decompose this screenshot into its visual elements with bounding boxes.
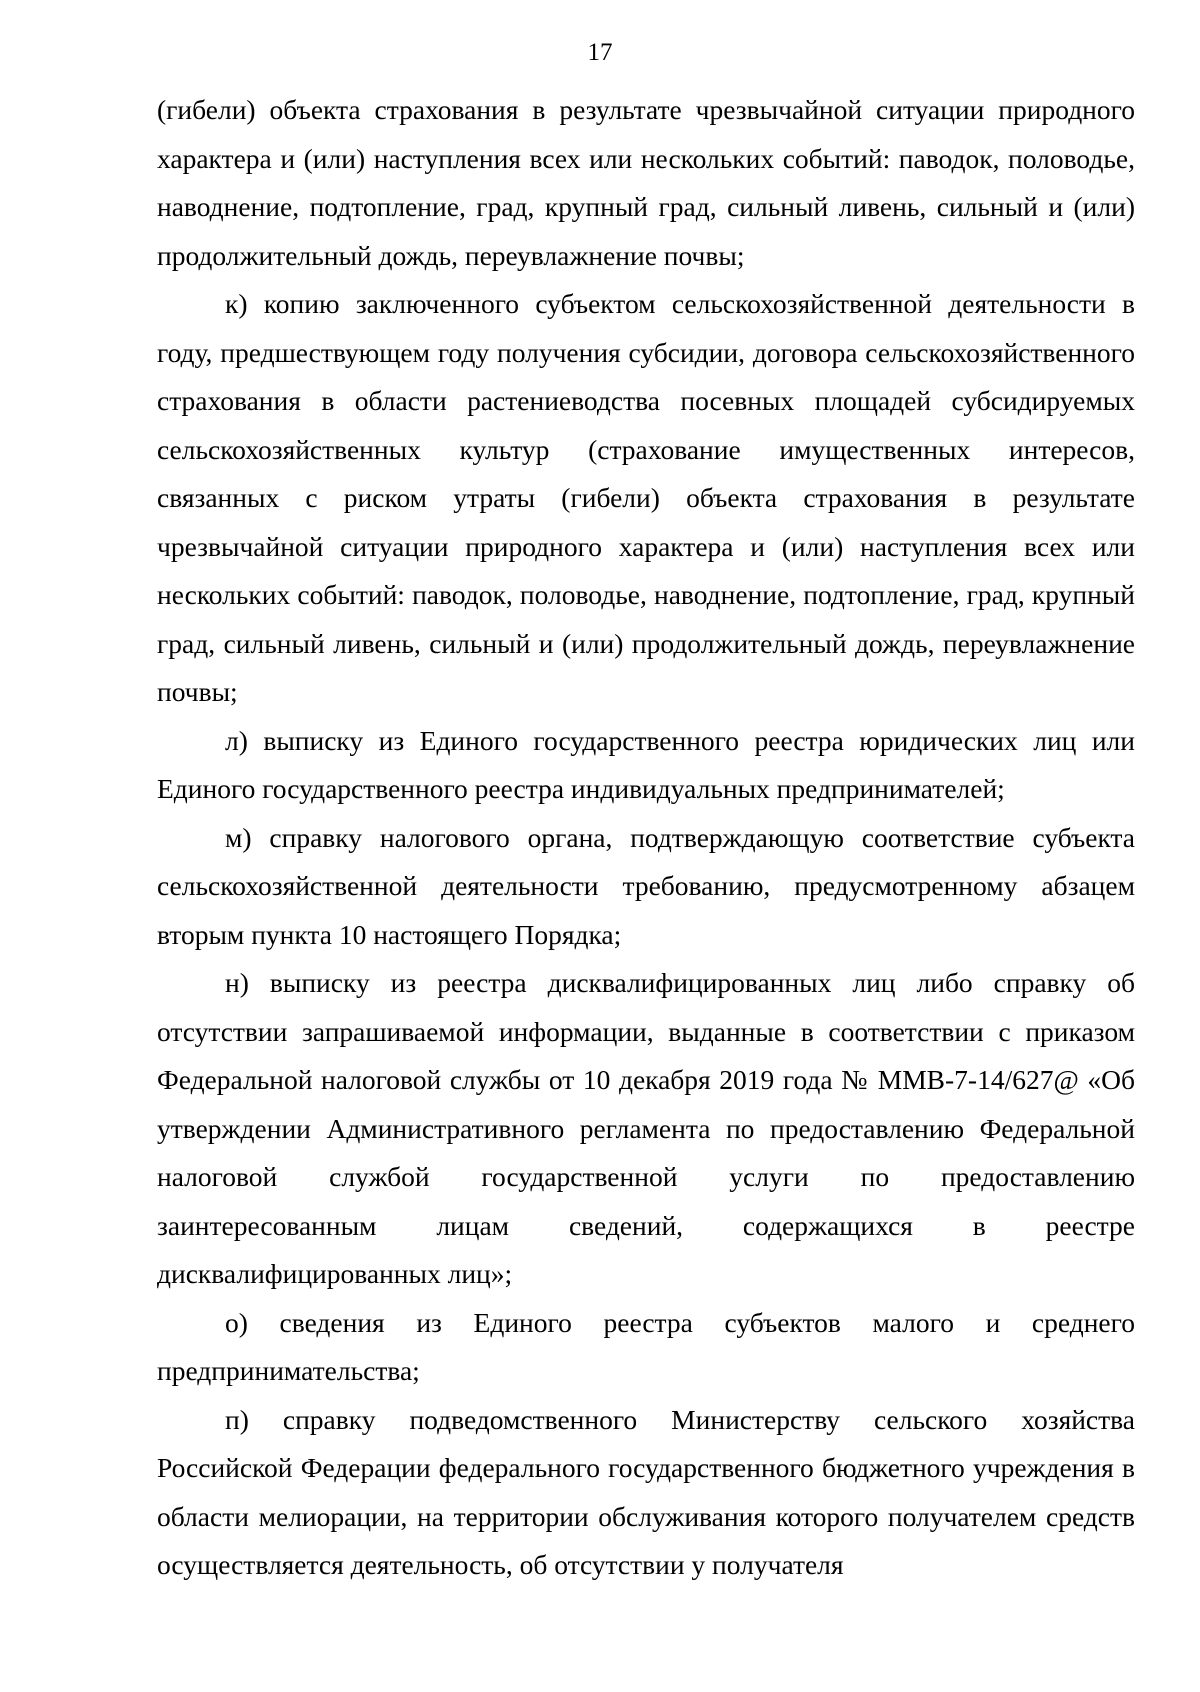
document-body — [157, 86, 1135, 1590]
paragraph-continuation: (гибели) объекта страхования в результате чрезвычайной ситуации природного характера и (или) наступления всех или нескольких событий: паводок, половодье, наводнение, подтопление, град, крупный град, сильный ливень, сильный и (или) продолжительный дождь, переувлажнение почвы; — [157, 94, 1135, 271]
paragraph-item-o: о) сведения из Единого реестра субъектов малого и среднего предпринимательства; — [157, 1306, 1135, 1386]
paragraph-item-k: к) копию заключенного субъектом сельскохозяйственной деятельности в году, предшествующем году получения субсидии, договора сельскохозяйственного страхования в области растениеводства посевных площадей субсидируемых сельскохозяйственных культур (страхование имущественных интересов, связанных с риском утраты (гибели) объекта страхования в результате чрезвычайной ситуации природного характера и (или) наступления всех или нескольких событий: паводок, половодье, наводнение, подтопление, град, крупный град, сильный ливень, сильный и (или) продолжительный дождь, переувлажнение почвы; — [157, 288, 1135, 707]
paragraph-item-m: м) справку налогового органа, подтверждающую соответствие субъекта сельскохозяйственной деятельности требованию, предусмотренному абзацем вторым пункта 10 настоящего Порядка; — [157, 821, 1135, 950]
paragraph-item-p: п) справку подведомственного Министерству сельского хозяйства Российской Федерации федерального государственного бюджетного учреждения в области мелиорации, на территории обслуживания которого получателем средств осуществляется деятельность, об отсутствии у получателя — [157, 1403, 1135, 1580]
page-number: 17 — [587, 39, 613, 66]
paragraph-item-n: н) выписку из реестра дисквалифицированных лиц либо справку об отсутствии запрашиваемой информации, выданные в соответствии с приказом Федеральной налоговой службы от 10 декабря 2019 года № ММВ-7-14/627@ «Об утверждении Административного регламента по предоставлению Федеральной налоговой службой государственной услуги по предоставлению заинтересованным лицам сведений, содержащихся в реестре дисквалифицированных лиц»; — [157, 967, 1135, 1289]
paragraph-item-l: л) выписку из Единого государственного реестра юридических лиц или Единого государственного реестра индивидуальных предпринимателей; — [157, 724, 1135, 804]
